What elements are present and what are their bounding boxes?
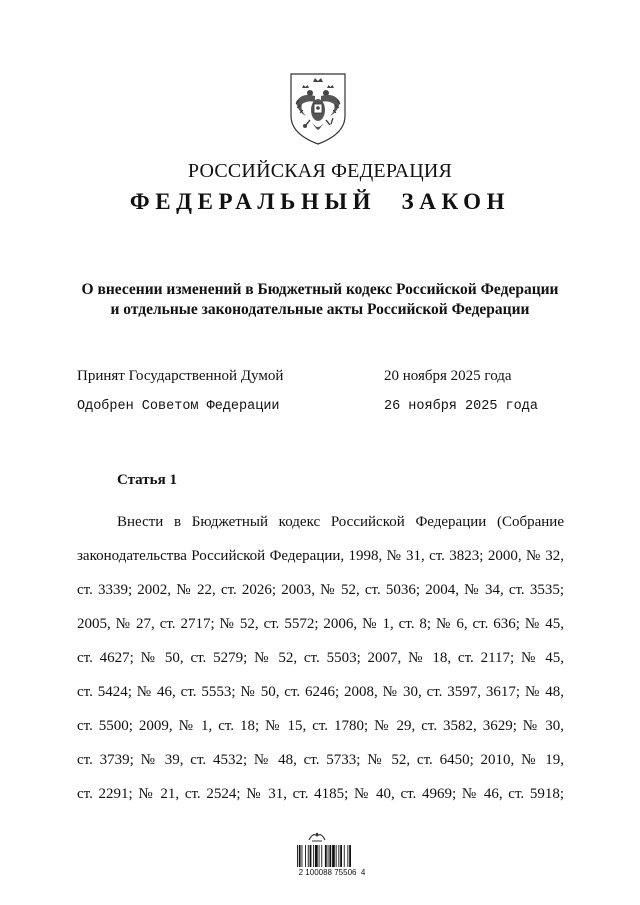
article-title: Статья 1: [117, 472, 177, 488]
barcode-block: [292, 830, 372, 890]
law-heading: [60, 280, 580, 320]
country-name: РОССИЙСКАЯ ФЕДЕРАЦИЯ: [187, 160, 453, 182]
law-heading-line-1: О внесении изменений в Бюджетный кодекс Российской Федерации: [81, 281, 559, 298]
mail-logo-icon: [307, 830, 327, 844]
approval-date: 26 ноября 2025 года: [384, 399, 538, 414]
body-line: ст. 4627; № 50, ст. 5279; № 52, ст. 5503; 2007, № 18, ст. 2117; № 45,: [77, 650, 564, 666]
article-body: [77, 505, 564, 811]
barcode-icon: [297, 845, 369, 867]
body-line: ст. 5500; 2009, № 1, ст. 18; № 15, ст. 1780; № 29, ст. 3582, 3629; № 30,: [77, 718, 564, 734]
adoption-row-council: [77, 399, 577, 414]
law-heading-line-2: и отдельные законодательные акты Российской Федерации: [110, 301, 530, 318]
adoption-date: 20 ноября 2025 года: [384, 368, 512, 384]
document-type: ФЕДЕРАЛЬНЫЙ ЗАКОН: [129, 189, 511, 214]
body-line: ст. 5424; № 46, ст. 5553; № 50, ст. 6246; 2008, № 30, ст. 3597, 3617; № 48,: [77, 684, 564, 700]
approval-label: Одобрен Советом Федерации: [77, 399, 280, 414]
body-line: ст. 3339; 2002, № 22, ст. 2026; 2003, № 52, ст. 5036; 2004, № 34, ст. 3535;: [77, 582, 564, 598]
adoption-row-duma: [77, 368, 577, 385]
body-line: ст. 2291; № 21, ст. 2524; № 31, ст. 4185; № 40, ст. 4969; № 46, ст. 5918;: [77, 786, 564, 802]
body-line: Внести в Бюджетный кодекс Российской Федерации (Собрание: [117, 514, 564, 530]
body-line: законодательства Российской Федерации, 1998, № 31, ст. 3823; 2000, № 32,: [77, 548, 564, 564]
adoption-label: Принят Государственной Думой: [77, 368, 284, 384]
coat-of-arms-icon: [288, 72, 348, 146]
body-line: 2005, № 27, ст. 2717; № 52, ст. 5572; 2006, № 1, ст. 8; № 6, ст. 636; № 45,: [77, 616, 564, 632]
body-line: ст. 3739; № 39, ст. 4532; № 48, ст. 5733; № 52, ст. 6450; 2010, № 19,: [77, 752, 564, 768]
barcode-number: 2 100088 75506 4: [298, 868, 366, 877]
